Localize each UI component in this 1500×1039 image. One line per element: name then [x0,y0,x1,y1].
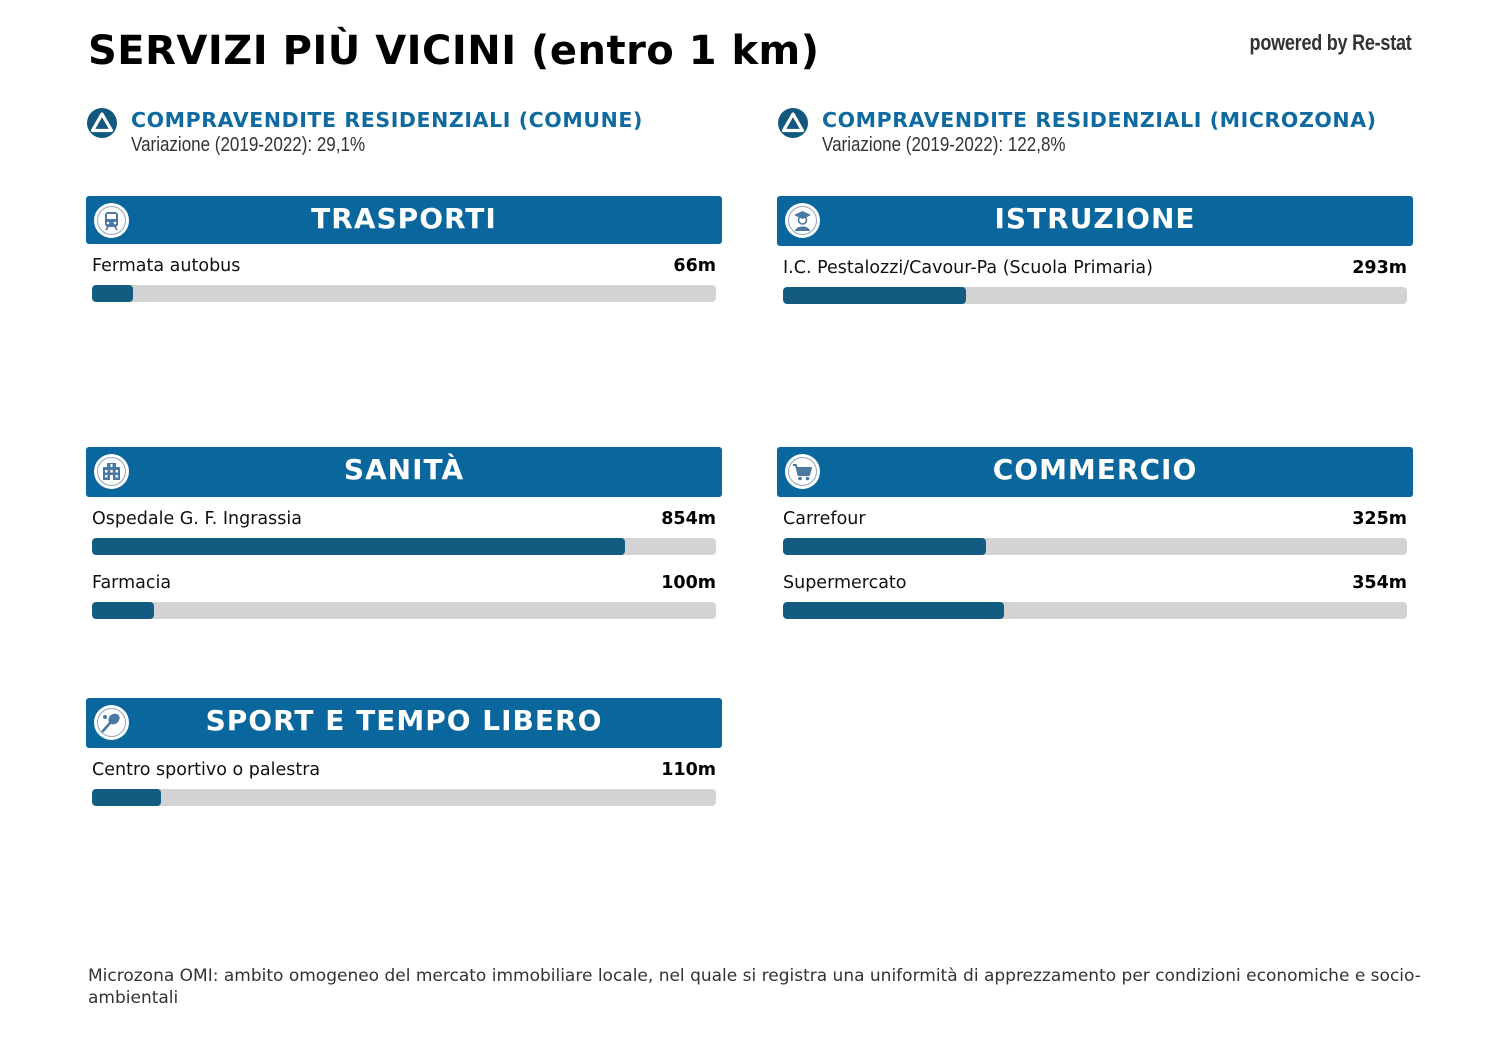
service-distance: 100m [661,573,716,593]
service-distance: 66m [673,256,716,276]
service-name: Supermercato [783,573,907,593]
section-title: SPORT E TEMPO LIBERO [205,704,603,737]
section-title: TRASPORTI [311,202,497,235]
section-header [86,698,722,748]
distance-bar-fill [92,285,133,302]
distance-bar-track [92,285,716,302]
section-sanita [86,447,722,625]
distance-bar-track [92,789,716,806]
service-distance: 110m [661,760,716,780]
distance-bar-track [92,602,716,619]
section-title: ISTRUZIONE [994,202,1196,235]
trend-variation: Variazione (2019-2022): 122,8% [822,134,1066,156]
page-title: SERVIZI PIÙ VICINI (entro 1 km) [88,28,820,74]
distance-bar-fill [92,538,625,555]
trend-title: COMPRAVENDITE RESIDENZIALI (MICROZONA) [822,108,1377,132]
section-header [86,447,722,497]
service-distance: 325m [1352,509,1407,529]
list-item [92,497,716,561]
distance-bar-track [783,538,1407,555]
section-header [777,447,1413,497]
distance-bar-fill [92,789,161,806]
powered-by-logo: powered by Re-stat [1250,30,1412,55]
service-name: Carrefour [783,509,866,529]
distance-bar-fill [92,602,154,619]
service-name: I.C. Pestalozzi/Cavour-Pa (Scuola Primaria) [783,258,1153,278]
distance-bar-fill [783,287,966,304]
section-title: COMMERCIO [992,453,1198,486]
list-item [92,748,716,812]
list-item [783,561,1407,625]
section-istruzione [777,196,1413,310]
distance-bar-track [783,602,1407,619]
section-commercio [777,447,1413,625]
service-name: Ospedale G. F. Ingrassia [92,509,302,529]
section-trasporti [86,196,722,308]
list-item [92,244,716,308]
service-name: Farmacia [92,573,172,593]
trend-variation: Variazione (2019-2022): 29,1% [131,134,366,156]
service-distance: 354m [1352,573,1407,593]
service-distance: 854m [661,509,716,529]
list-item [783,246,1407,310]
section-header [777,196,1413,246]
footnote: Microzona OMI: ambito omogeneo del mercato immobiliare locale, nel quale si registra una uniformità di apprezzamento per condizioni economiche e socio-ambientali [88,966,1421,1008]
trend-title: COMPRAVENDITE RESIDENZIALI (COMUNE) [131,108,643,132]
distance-bar-fill [783,538,986,555]
list-item [92,561,716,625]
service-distance: 293m [1352,258,1407,278]
service-name: Fermata autobus [92,256,241,276]
triangle-up-icon [778,108,808,138]
distance-bar-track [92,538,716,555]
service-name: Centro sportivo o palestra [92,760,321,780]
distance-bar-track [783,287,1407,304]
list-item [783,497,1407,561]
section-title: SANITÀ [343,453,465,486]
section-sport [86,698,722,812]
distance-bar-fill [783,602,1004,619]
triangle-up-icon [87,108,117,138]
section-header [86,196,722,244]
